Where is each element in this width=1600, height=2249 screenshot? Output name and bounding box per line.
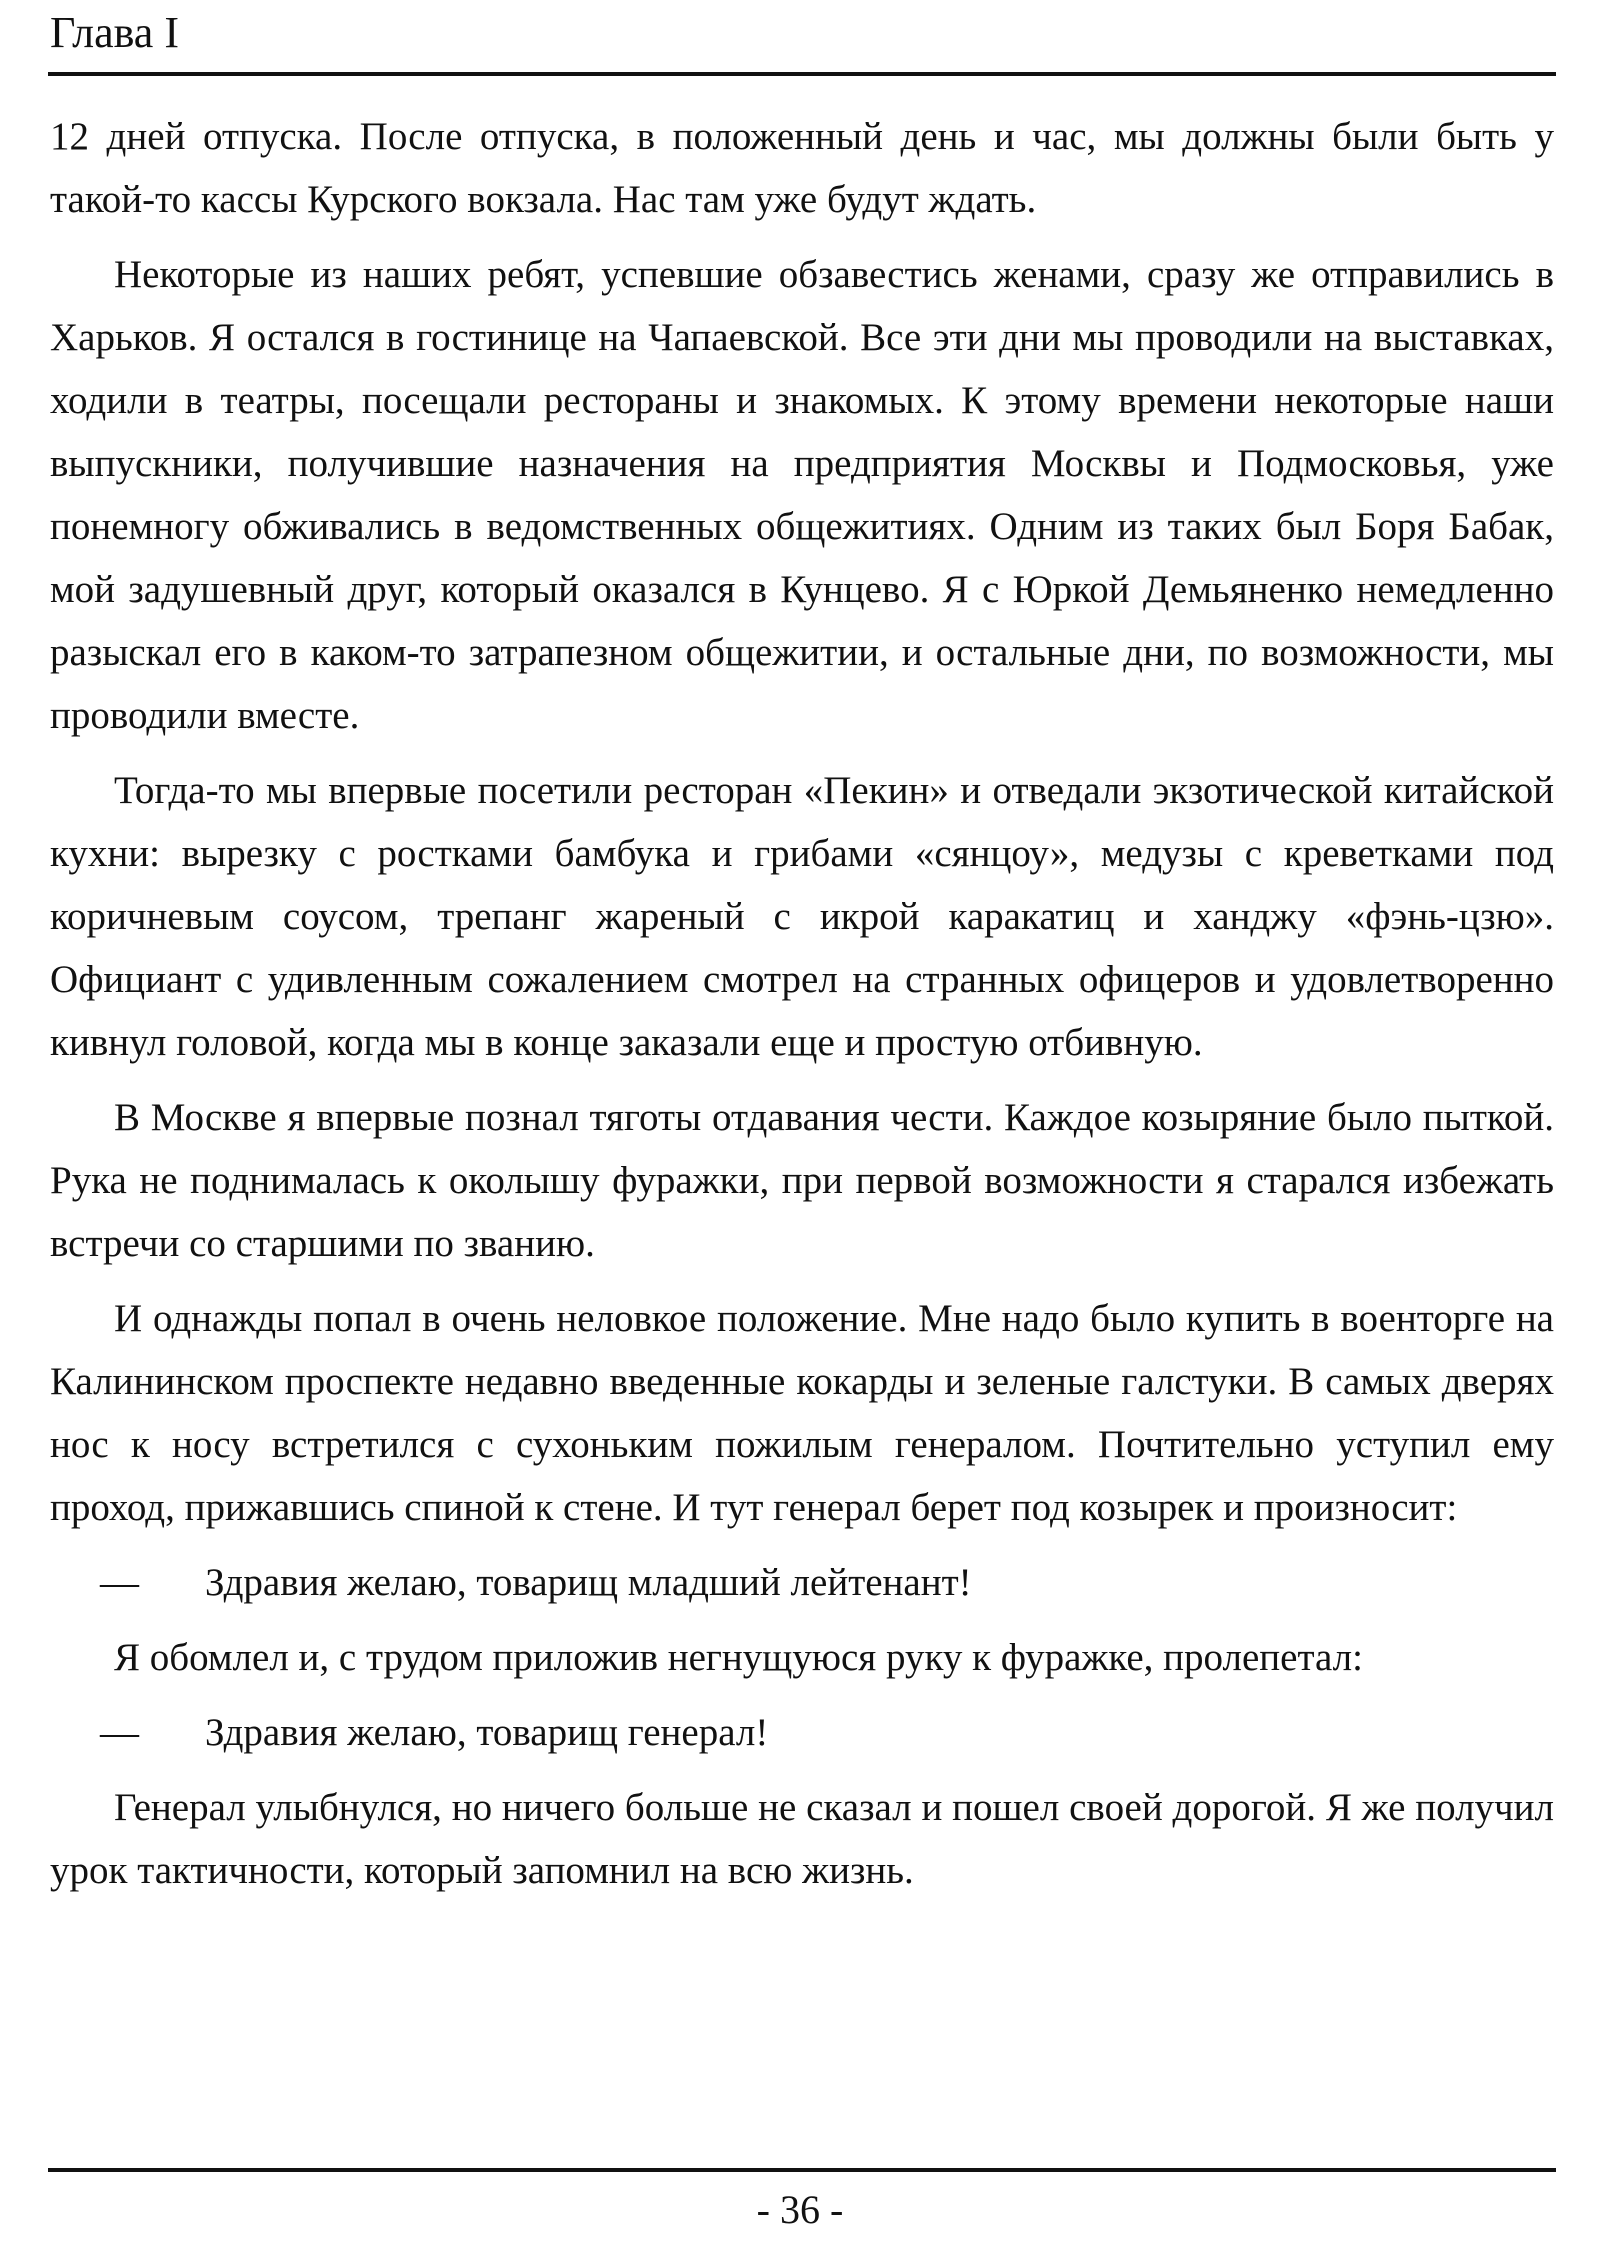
dialog-dash: — — [100, 1711, 139, 1754]
page-number: - 36 - — [756, 2187, 844, 2232]
dialog-text: Здравия желаю, товарищ генерал! — [205, 1711, 769, 1754]
chapter-running-head: Глава I — [50, 8, 179, 57]
dialog-line — [50, 1551, 1554, 1614]
paragraph: Я обомлел и, с трудом приложив негнущуюся руку к фуражке, пролепетал: — [114, 1636, 1363, 1679]
paragraph: Тогда-то мы впервые посетили ресторан «Пекин» и отведали экзотической китайской кухни: вырезку с ростками бамбука и грибами «сянцоу», медузы с креветками под коричневым соусом, трепанг жареный с икрой каракатиц и ханджу «фэнь-цзю». Официант с удивленным сожалением смотрел на странных офицеров и удовлетворенно кивнул головой, когда мы в конце заказали еще и простую отбивную. — [50, 769, 1554, 1064]
paragraph: Генерал улыбнулся, но ничего больше не сказал и пошел своей дорогой. Я же получил урок тактичности, который запомнил на всю жизнь. — [50, 1786, 1554, 1892]
paragraph: Некоторые из наших ребят, успевшие обзавестись женами, сразу же отправились в Харьков. Я остался в гостинице на Чапаевской. Все эти дни мы проводили на выставках, ходили в театры, посещали рестораны и знакомых. К этому времени некоторые наши выпускники, получившие назначения на предприятия Москвы и Подмосковья, уже понемногу обживались в ведомственных общежитиях. Одним из таких был Боря Бабак, мой задушевный друг, который оказался в Кунцево. Я с Юркой Демьяненко немедленно разыскал его в каком-то затрапезном общежитии, и остальные дни, по возможности, мы проводили вместе. — [50, 253, 1554, 737]
paragraph: 12 дней отпуска. После отпуска, в положенный день и час, мы должны были быть у такой-то кассы Курского вокзала. Нас там уже будут ждать. — [50, 115, 1554, 221]
paragraph: И однажды попал в очень неловкое положение. Мне надо было купить в военторге на Калининском проспекте недавно введенные кокарды и зеленые галстуки. В самых дверях нос к носу встретился с сухоньким пожилым генералом. Почтительно уступил ему проход, прижавшись спиной к стене. И тут генерал берет под козырек и произносит: — [50, 1297, 1554, 1529]
footer-rule — [48, 2168, 1556, 2172]
dialog-dash: — — [100, 1561, 139, 1604]
body-text — [50, 105, 1554, 1914]
paragraph: В Москве я впервые познал тяготы отдавания чести. Каждое козыряние было пыткой. Рука не поднималась к околышу фуражки, при первой возможности я старался избежать встречи со старшими по званию. — [50, 1096, 1554, 1265]
dialog-line — [50, 1701, 1554, 1764]
dialog-text: Здравия желаю, товарищ младший лейтенант! — [205, 1561, 972, 1604]
header-rule — [48, 72, 1556, 76]
